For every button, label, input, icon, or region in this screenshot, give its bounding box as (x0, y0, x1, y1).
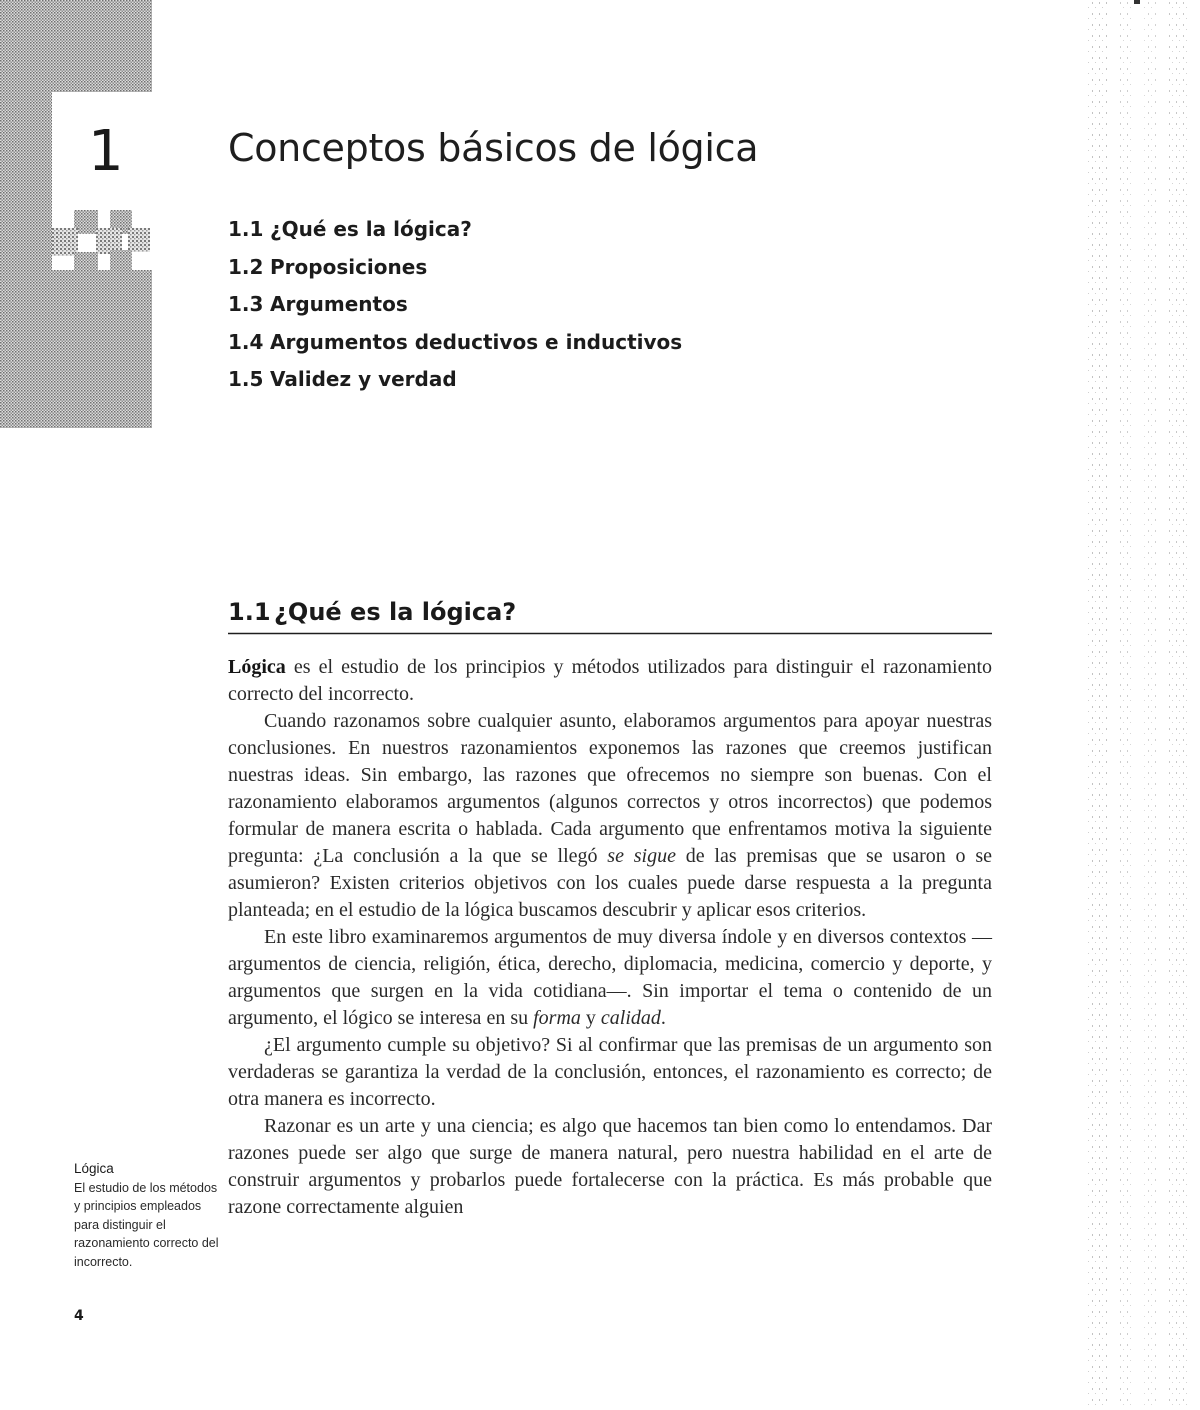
toc-item (228, 327, 682, 365)
body-paragraph: ¿El argumento cumple su objetivo? Si al confirmar que las premisas de un argumento son verdaderas se garantiza la verdad de la conclusión, entonces, el razonamiento es correcto; de otra manera es incorrecto. (228, 1034, 992, 1110)
paragraph-text: de las premisas que se usaron o se asumieron? Existen criterios objetivos con los cuales puede darse respuesta a la pregunta planteada; en el estudio de la lógica buscamos descubrir y aplicar esos criterios. (228, 845, 992, 921)
defined-term: Lógica (228, 656, 286, 678)
paragraph-text: es el estudio de los principios y métodos utilizados para distinguir el razonamiento correcto del incorrecto. (228, 656, 992, 705)
toc-item (228, 364, 682, 402)
emphasis: se sigue (607, 845, 676, 867)
body-paragraph (228, 654, 992, 708)
toc-item-label: Argumentos deductivos e inductivos (270, 329, 683, 354)
toc-item (228, 289, 682, 327)
paragraph-text: y (580, 1007, 601, 1029)
paragraph-text: Cuando razonamos sobre cualquier asunto, elaboramos argumentos para apoyar nuestras conclusiones. En nuestros razonamientos exponemos las razones que creemos justifican nuestras ideas. Sin embargo, las razones que ofrecemos no siempre son buenas. Con el razonamiento elaboramos argumentos (algunos correctos y otros incorrectos) que podemos formular de manera escrita o hablada. Cada argumento que enfrentamos motiva la siguiente pregunta: ¿La conclusión a la que se llegó (228, 710, 992, 867)
toc-item-number: 1.4 (228, 329, 264, 354)
paragraph-text: . (660, 1007, 666, 1029)
toc-item-label: Proposiciones (270, 254, 428, 279)
margin-definition (74, 1160, 219, 1271)
margin-definition-text: El estudio de los métodos y principios empleados para distinguir el razonamiento correcto del incorrecto. (74, 1180, 219, 1269)
toc-item-number: 1.5 (228, 367, 264, 391)
chapter-tab-graphic (0, 0, 155, 428)
section-rule (228, 632, 992, 635)
emphasis: calidad (600, 1007, 661, 1029)
body-paragraph (228, 924, 992, 1032)
chapter-title: Conceptos básicos de lógica (228, 126, 759, 170)
body-paragraph: Razonar es un arte y una ciencia; es algo que hacemos tan bien como lo entendamos. Dar razones puede ser algo que surge de manera natural, pero nuestra habilidad en el arte de construir argumentos y probarlos puede fortalecerse con la práctica. Es más probable que razone correctamente alguien (228, 1115, 992, 1218)
toc-item-label: ¿Qué es la lógica? (270, 217, 472, 241)
toc-item-number: 1.3 (228, 292, 264, 316)
page-number: 4 (74, 1308, 84, 1324)
emphasis: forma (533, 1007, 581, 1029)
section-heading (228, 598, 516, 626)
section-title: ¿Qué es la lógica? (274, 598, 517, 626)
paragraph-text: En este libro examinaremos argumentos de muy diversa índole y en diversos contextos —argumentos de ciencia, religión, ética, derecho, diplomacia, medicina, comercio y deporte, y argumentos que surgen en la vida cotidiana—. Sin importar el tema o contenido de un argumento, el lógico se interesa en su (228, 926, 992, 1029)
toc-item-number: 1.2 (228, 254, 264, 279)
toc-item (228, 214, 682, 252)
section-number: 1.1 (228, 598, 271, 626)
toc-item-label: Argumentos (270, 292, 408, 316)
chapter-table-of-contents (228, 214, 682, 402)
scan-edge-noise (1070, 0, 1200, 1410)
toc-item (228, 252, 682, 290)
body-text (228, 654, 992, 1221)
toc-item-label: Validez y verdad (270, 367, 457, 391)
chapter-number: 1 (88, 119, 124, 184)
margin-term: Lógica (74, 1161, 114, 1176)
toc-item-number: 1.1 (228, 217, 264, 241)
body-paragraph (228, 708, 992, 924)
